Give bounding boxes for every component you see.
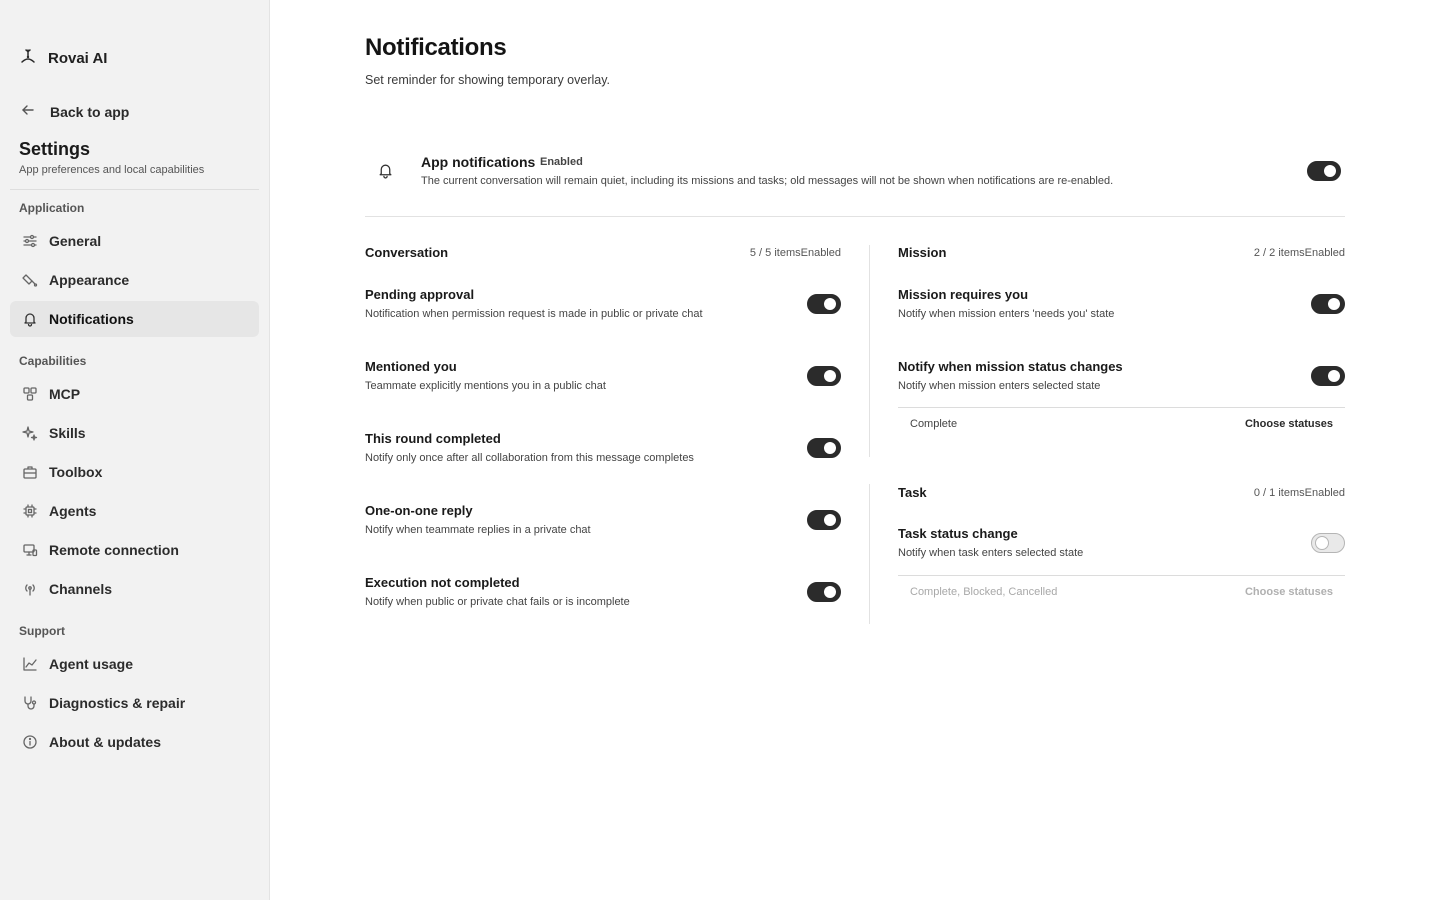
sidebar-item-about[interactable] <box>10 724 259 760</box>
column-divider <box>869 484 870 624</box>
mission-section-title: Mission <box>898 245 947 260</box>
mission-requires-you-title: Mission requires you <box>898 287 1029 302</box>
pending-approval-toggle[interactable] <box>807 294 841 314</box>
brand-name: Rovai AI <box>48 50 108 67</box>
task-choose-statuses-button[interactable]: Choose statuses <box>1244 586 1333 598</box>
task-status-change-toggle[interactable] <box>1311 533 1345 553</box>
sidebar <box>0 0 270 900</box>
sidebar-item-channels[interactable] <box>10 571 259 607</box>
chip-icon <box>22 503 38 519</box>
mentioned-you-toggle[interactable] <box>807 366 841 386</box>
pending-approval-title: Pending approval <box>365 287 475 302</box>
app-notifications-title: App notifications <box>421 154 536 170</box>
sidebar-item-label: Toolbox <box>49 464 103 480</box>
sidebar-item-appearance[interactable] <box>10 262 259 298</box>
sidebar-item-mcp[interactable] <box>10 376 259 412</box>
sparkle-icon <box>22 425 38 441</box>
mission-status-changes-toggle[interactable] <box>1311 366 1345 386</box>
conversation-count: 5 / 5 itemsEnabled <box>749 247 841 259</box>
paint-icon <box>22 272 38 288</box>
sidebar-item-diagnostics[interactable] <box>10 685 259 721</box>
mission-status-changes-desc: Notify when mission enters selected state <box>898 380 1101 392</box>
sidebar-item-general[interactable] <box>10 223 259 259</box>
task-section-title: Task <box>898 485 927 500</box>
antenna-icon <box>22 581 38 597</box>
page-title: Notifications <box>365 34 507 61</box>
execution-not-completed-toggle[interactable] <box>807 582 841 602</box>
mcp-icon <box>22 386 38 402</box>
task-selected-statuses: Complete, Blocked, Cancelled <box>910 586 1058 598</box>
app-notifications-description: The current conversation will remain quiet, including its missions and tasks; old messages will not be shown when notifications are re-enabled. <box>421 175 1114 187</box>
sidebar-item-label: Diagnostics & repair <box>49 695 186 711</box>
mission-requires-you-toggle[interactable] <box>1311 294 1345 314</box>
bell-icon <box>22 311 38 327</box>
sidebar-item-label: About & updates <box>49 734 161 750</box>
round-completed-title: This round completed <box>365 431 501 446</box>
sidebar-item-label: MCP <box>49 386 81 402</box>
round-completed-desc: Notify only once after all collaboration from this message completes <box>365 452 694 464</box>
status-badge: Enabled <box>540 156 583 168</box>
mission-status-selector <box>898 407 1345 439</box>
back-to-app-label: Back to app <box>50 103 130 120</box>
back-to-app-link[interactable] <box>20 102 129 121</box>
execution-not-completed-title: Execution not completed <box>365 575 520 590</box>
execution-not-completed-desc: Notify when public or private chat fails or is incomplete <box>365 596 630 608</box>
monitor-icon <box>22 542 38 558</box>
task-status-change-title: Task status change <box>898 526 1018 541</box>
task-count: 0 / 1 itemsEnabled <box>1253 487 1345 499</box>
sidebar-item-notifications[interactable] <box>10 301 259 337</box>
sidebar-item-label: Skills <box>49 425 86 441</box>
sidebar-item-label: Channels <box>49 581 113 597</box>
mentioned-you-title: Mentioned you <box>365 359 457 374</box>
rovai-logo-icon <box>19 47 37 70</box>
round-completed-toggle[interactable] <box>807 438 841 458</box>
chart-icon <box>22 656 38 672</box>
app-notifications-card <box>365 140 1345 217</box>
group-label-support: Support <box>19 624 65 638</box>
sidebar-item-toolbox[interactable] <box>10 454 259 490</box>
sidebar-item-skills[interactable] <box>10 415 259 451</box>
stethoscope-icon <box>22 695 38 711</box>
one-on-one-reply-desc: Notify when teammate replies in a private chat <box>365 524 591 536</box>
task-status-selector <box>898 575 1345 607</box>
settings-subtitle: App preferences and local capabilities <box>19 164 205 176</box>
bell-icon <box>377 162 394 184</box>
app-notifications-toggle[interactable] <box>1307 161 1341 181</box>
sidebar-divider <box>10 189 259 190</box>
mission-selected-statuses: Complete <box>910 418 958 430</box>
column-divider <box>869 245 870 457</box>
one-on-one-reply-title: One-on-one reply <box>365 503 473 518</box>
group-label-capabilities: Capabilities <box>19 354 87 368</box>
sidebar-item-label: Appearance <box>49 272 130 288</box>
toolbox-icon <box>22 464 38 480</box>
sidebar-item-label: Remote connection <box>49 542 179 558</box>
sidebar-item-agent-usage[interactable] <box>10 646 259 682</box>
task-status-change-desc: Notify when task enters selected state <box>898 547 1084 559</box>
page-subtitle: Set reminder for showing temporary overlay. <box>365 73 611 87</box>
settings-title: Settings <box>19 139 91 159</box>
mission-choose-statuses-button[interactable]: Choose statuses <box>1244 418 1333 430</box>
sidebar-item-label: Notifications <box>49 311 134 327</box>
mission-count: 2 / 2 itemsEnabled <box>1253 247 1345 259</box>
one-on-one-reply-toggle[interactable] <box>807 510 841 530</box>
sidebar-item-label: Agent usage <box>49 656 134 672</box>
group-label-application: Application <box>19 201 85 215</box>
arrow-left-icon <box>20 102 36 121</box>
sliders-icon <box>22 233 38 249</box>
info-icon <box>22 734 38 750</box>
sidebar-item-label: General <box>49 233 102 249</box>
conversation-section-title: Conversation <box>365 245 449 260</box>
mission-requires-you-desc: Notify when mission enters 'needs you' state <box>898 308 1115 320</box>
sidebar-item-agents[interactable] <box>10 493 259 529</box>
sidebar-item-label: Agents <box>49 503 97 519</box>
mentioned-you-desc: Teammate explicitly mentions you in a public chat <box>365 380 606 392</box>
brand <box>19 47 107 70</box>
mission-status-changes-title: Notify when mission status changes <box>898 359 1123 374</box>
sidebar-item-remote-connection[interactable] <box>10 532 259 568</box>
pending-approval-desc: Notification when permission request is made in public or private chat <box>365 308 703 320</box>
